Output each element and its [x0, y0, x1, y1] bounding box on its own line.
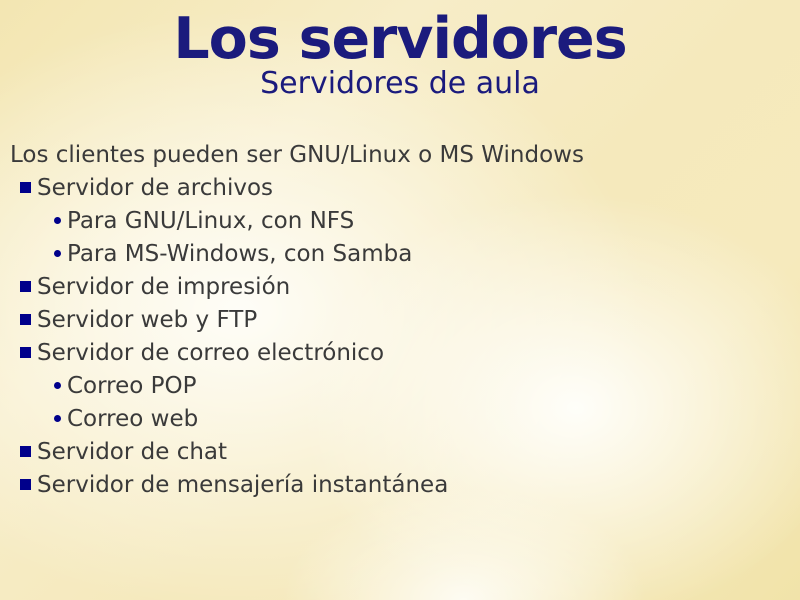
dot-bullet-icon: [54, 250, 61, 257]
square-bullet-icon: [20, 281, 31, 292]
list-item-text: Correo web: [67, 405, 199, 432]
list-item-text: Servidor de mensajería instantánea: [37, 471, 449, 498]
list-item: [8, 402, 796, 435]
list-item: [8, 303, 796, 336]
dot-bullet-icon: [54, 382, 61, 389]
slide-subtitle: Servidores de aula: [260, 65, 540, 101]
list-item: [8, 270, 796, 303]
list-item: [8, 336, 796, 369]
list-item-text: Correo POP: [67, 372, 197, 399]
list-item: [8, 204, 796, 237]
list-item-text: Los clientes pueden ser GNU/Linux o MS Windows: [10, 141, 584, 168]
list-item-text: Servidor de archivos: [37, 174, 274, 201]
list-item-text: Para GNU/Linux, con NFS: [67, 207, 355, 234]
list-item: [8, 435, 796, 468]
square-bullet-icon: [20, 182, 31, 193]
list-item: [8, 138, 796, 171]
dot-bullet-icon: [54, 415, 61, 422]
square-bullet-icon: [20, 314, 31, 325]
list-item: [8, 237, 796, 270]
slide-title: Los servidores: [173, 6, 627, 72]
list-item: [8, 171, 796, 204]
square-bullet-icon: [20, 347, 31, 358]
list-item-text: Servidor de impresión: [37, 273, 291, 300]
list-item: [8, 369, 796, 402]
list-item-text: Para MS-Windows, con Samba: [67, 240, 413, 267]
bullet-list: [8, 138, 796, 501]
square-bullet-icon: [20, 479, 31, 490]
list-item-text: Servidor de correo electrónico: [37, 339, 385, 366]
dot-bullet-icon: [54, 217, 61, 224]
list-item: [8, 468, 796, 501]
list-item-text: Servidor de chat: [37, 438, 228, 465]
list-item-text: Servidor web y FTP: [37, 306, 258, 333]
square-bullet-icon: [20, 446, 31, 457]
